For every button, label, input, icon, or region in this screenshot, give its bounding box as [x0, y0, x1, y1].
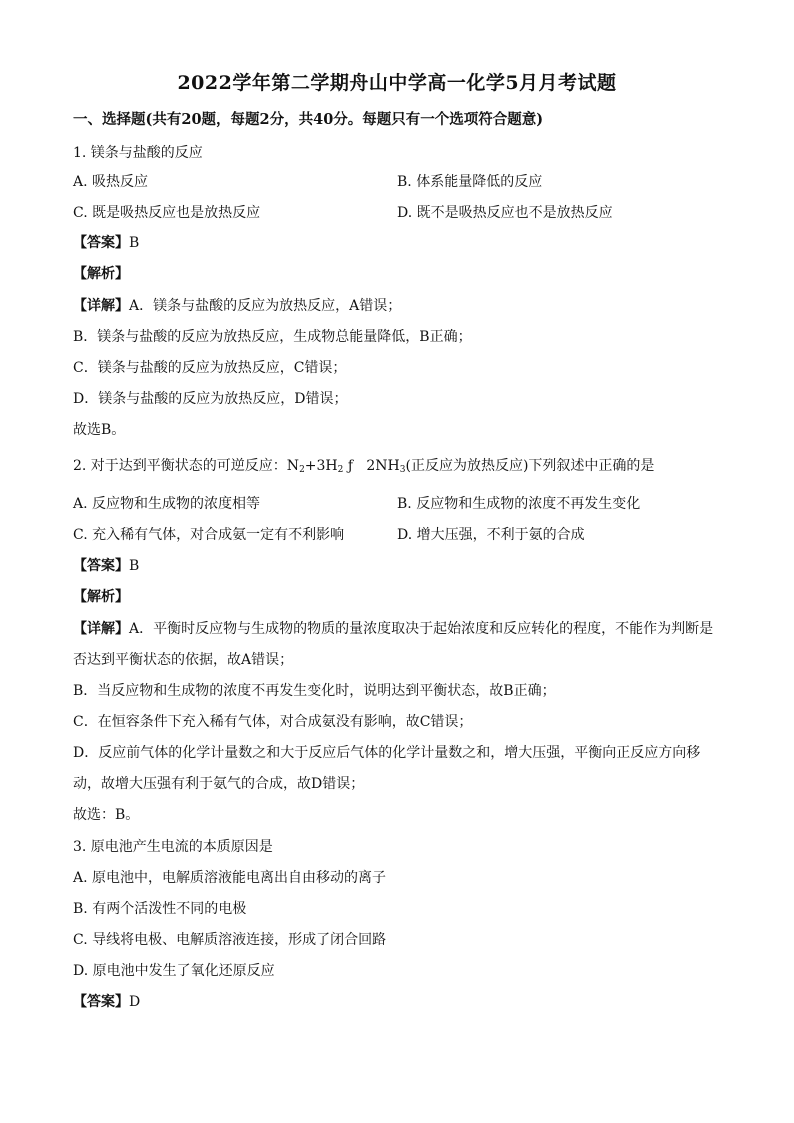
- q2-detail-line-3: C．在恒容条件下充入稀有气体，对合成氨没有影响，故C错误；: [73, 714, 473, 730]
- q2-subscript: 2: [337, 465, 344, 475]
- q1-analysis: [73, 264, 129, 284]
- q1-detail-line-3: C．镁条与盐酸的反应为放热反应，C错误；: [73, 360, 347, 376]
- analysis-tag: 【 解析 】: [73, 589, 129, 605]
- q2-option-a: A. 反应物和生成物的浓度相等: [73, 496, 261, 512]
- q3-option-d: D. 原电池中发生了氧化还原反应: [73, 963, 275, 979]
- q2-detail-line-2: B．当反应物和生成物的浓度不再发生变化时，说明达到平衡状态，故B正确；: [73, 683, 556, 699]
- q2-subscript: 2: [299, 465, 305, 475]
- detail-text: A．平衡时反应物与生成物的物质的量浓度取决于起始浓度和反应转化的程度，不能作为判断是: [129, 621, 714, 637]
- answer-value: B: [129, 235, 140, 251]
- q1-answer: [73, 233, 139, 253]
- answer-tag: 【 答案 】: [73, 994, 129, 1010]
- q2-stem-start: 2. 对于达到平衡状态的可逆反应：N: [73, 458, 300, 474]
- q2-detail-line-1b: 否达到平衡状态的依据，故A错误；: [73, 652, 294, 668]
- answer-tag: 【 答案 】: [73, 235, 129, 251]
- q1-detail-line-4: D．镁条与盐酸的反应为放热反应，D错误；: [73, 391, 348, 407]
- q2-answer: [73, 556, 139, 576]
- q3-answer: [73, 992, 140, 1012]
- answer-tag: 【 答案 】: [73, 558, 129, 574]
- q1-option-d: D. 既不是吸热反应也不是放热反应: [397, 205, 613, 221]
- q1-detail-line-1: [73, 296, 401, 316]
- answer-value: B: [129, 558, 140, 574]
- q2-option-b: B. 反应物和生成物的浓度不再发生变化: [397, 496, 641, 512]
- q1-stem: 1. 镁条与盐酸的反应: [73, 145, 203, 161]
- q2-option-c: C. 充入稀有气体，对合成氨一定有不利影响: [73, 527, 345, 543]
- q3-option-a: A. 原电池中，电解质溶液能电离出自由移动的离子: [73, 870, 387, 886]
- q3-option-c: C. 导线将电极、电解质溶液连接，形成了闭合回路: [73, 932, 387, 948]
- q1-option-a: A. 吸热反应: [73, 174, 149, 190]
- q1-option-b: B. 体系能量降低的反应: [397, 174, 543, 190]
- q3-option-b: B. 有两个活泼性不同的电极: [73, 901, 247, 917]
- detail-text: A．镁条与盐酸的反应为放热反应，A错误；: [129, 298, 402, 314]
- q1-detail-line-2: B．镁条与盐酸的反应为放热反应，生成物总能量降低，B正确；: [73, 329, 472, 345]
- q2-option-d: D. 增大压强，不利于氨的合成: [397, 527, 585, 543]
- equilibrium-arrow-icon: ƒ: [343, 458, 367, 474]
- q2-stem-part: 2NH: [366, 458, 400, 474]
- q1-option-c: C. 既是吸热反应也是放热反应: [73, 205, 261, 221]
- q2-detail-line-1: [73, 619, 713, 639]
- section-heading: 一、选择题(共有20题，每题2分，共40分。每题只有一个选项符合题意): [73, 111, 544, 128]
- q2-detail-line-4b: 动，故增大压强有利于氨气的合成，故D错误；: [73, 776, 365, 792]
- q2-conclusion: 故选：B。: [73, 807, 140, 823]
- q1-conclusion: 故选B。: [73, 422, 126, 438]
- q2-analysis: [73, 587, 129, 607]
- detail-tag: 【 详解 】: [73, 621, 129, 637]
- q2-detail-line-4: D．反应前气体的化学计量数之和大于反应后气体的化学计量数之和，增大压强，平衡向正反应方向移: [73, 745, 701, 761]
- analysis-tag: 【 解析 】: [73, 266, 129, 282]
- answer-value: D: [129, 994, 141, 1010]
- detail-tag: 【 详解 】: [73, 298, 129, 314]
- q2-subscript: 3: [399, 465, 406, 475]
- exam-title: 2022学年第二学期舟山中学高一化学5月月考试题: [177, 72, 617, 94]
- q2-stem-end: (正反应为放热反应)下列叙述中正确的是: [405, 458, 655, 474]
- q2-stem-part: +3H: [304, 458, 338, 474]
- q3-stem: 3. 原电池产生电流的本质原因是: [73, 839, 273, 855]
- q2-stem: [73, 456, 654, 476]
